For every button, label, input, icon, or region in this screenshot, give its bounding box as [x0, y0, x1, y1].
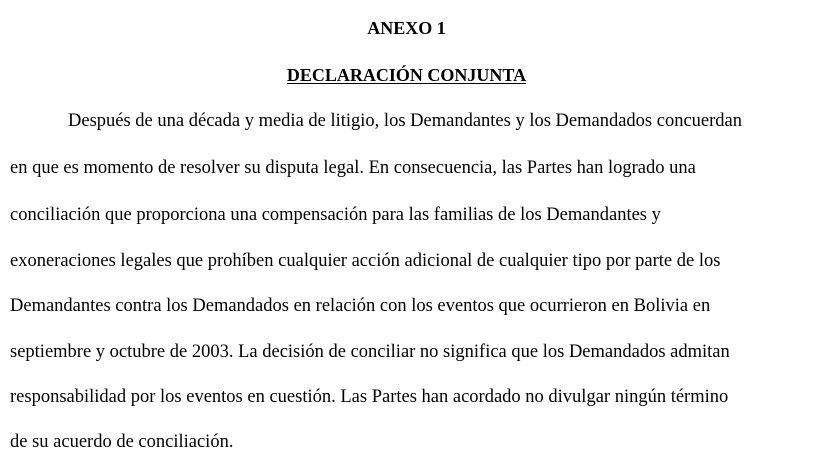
paragraph-line-6: septiembre y octubre de 2003. La decisión de conciliar no significa que los Demandados admitan	[10, 342, 730, 362]
paragraph-line-4: exoneraciones legales que prohíben cualquier acción adicional de cualquier tipo por parte de los	[10, 251, 721, 271]
paragraph-line-8: de su acuerdo de conciliación.	[10, 432, 234, 452]
annex-title: ANEXO 1	[367, 18, 446, 38]
paragraph-line-7: responsabilidad por los eventos en cuestión. Las Partes han acordado no divulgar ningún término	[10, 387, 729, 407]
section-title: DECLARACIÓN CONJUNTA	[286, 65, 527, 85]
paragraph-line-1: Después de una década y media de litigio, los Demandantes y los Demandados concuerdan	[68, 111, 743, 131]
paragraph-line-3: conciliación que proporciona una compensación para las familias de los Demandantes y	[10, 205, 661, 225]
paragraph-line-5: Demandantes contra los Demandados en relación con los eventos que ocurrieron en Bolivia en	[10, 296, 711, 316]
paragraph-line-2: en que es momento de resolver su disputa legal. En consecuencia, las Partes han logrado una	[10, 158, 696, 178]
